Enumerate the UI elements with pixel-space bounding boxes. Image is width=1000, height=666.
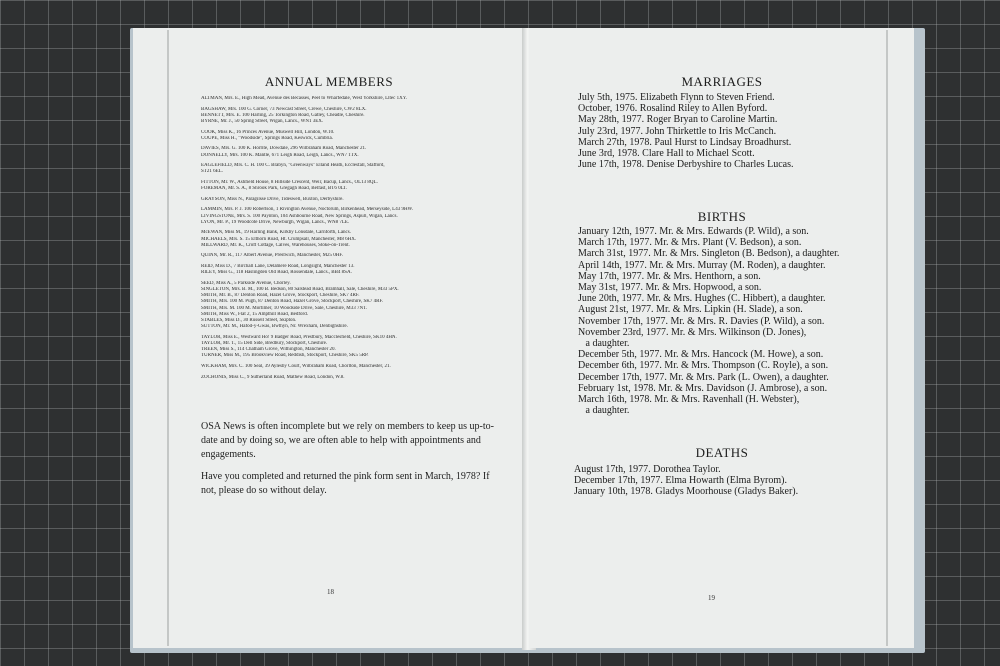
death-entry: January 10th, 1978. Gladys Moorhouse (Gladys Baker). [574,486,799,498]
member-group [201,364,501,370]
member-group [201,146,501,158]
annual-members-heading: ANNUAL MEMBERS [264,74,394,89]
member-entry: TURNER, Miss M., 195 Brookview Road, Reddish, Stockport, Cheshire, SK5 5RP. [201,353,369,359]
birth-entry: February 1st, 1978. Mr. & Mrs. Davidson (J. Ambrose), a son. [578,382,828,394]
member-entry: MICHAELS, Mrs. S. 15 Elthorn Road, Ht. Crumpsall, Manchester, M8 6HX. [201,236,357,242]
member-entry: SUTTON, Mr. M., Hafod-y-Gwas, Bwthyn, Nr. Wrexham, Denbighshire. [201,324,348,330]
birth-entry: March 17th, 1977. Mr. & Mrs. Plant (V. Bedson), a son. [578,237,802,249]
member-entry: LAMMIN, Mrs. P. J. 100 Robertson, 1 Rivington Avenue, Noctorum, Birkenhead, Merseyside, L43 9HW. [201,207,414,213]
right-page-edge [886,30,888,646]
osa-news-note: OSA News is often incomplete but we rely on members to keep us up-to-date and by doing so, we are often able to help with appointments and engagements. [201,421,494,460]
member-entry: ALTMAN, Mrs. E., High Mead, Avenue des Bécasses, Peel to Wharfedale, West Yorkshire, Lltec 1XY. [201,96,407,101]
member-entry: SMITH, Miss W., Flat 2, 15 Ampthill Road, Bedford. [201,311,308,317]
member-group [201,130,501,142]
member-group [201,375,501,381]
birth-entry: March 31st, 1977. Mr. & Mrs. Singleton (B. Bedson), a daughter. [578,248,840,260]
member-group [201,180,501,192]
left-page [133,28,525,648]
page-number-19: 19 [708,594,715,602]
member-entry: COOK, Miss K., 16 Princes Avenue, Muswell Hill, London, W.10. [201,129,335,135]
member-entry: ST21 6EL. [201,169,223,175]
member-entry: DAVIES, Mrs. G. 100 K. Horrite, Dowdale, 296 Wilbraham Road, Manchester 21. [201,146,367,152]
member-entry: GRAYSON, Miss N., Paragilsse Drive, Tideswell, Buxton, Derbyshire. [201,196,344,202]
marriage-entry: May 28th, 1977. Roger Bryan to Caroline Martin. [578,114,778,126]
member-group [201,281,501,331]
member-group [201,197,501,203]
marriages-heading: MARRIAGES [681,74,763,89]
death-entry: August 17th, 1977. Dorothea Taylor. [574,464,721,475]
member-entry: SMITH, Mrs. M. 100 M. Mortimer, 10 Woodside Drive, Sale, Cheshire, M33 7NT. [201,305,368,311]
birth-entry: January 12th, 1977. Mr. & Mrs. Edwards (P. Wild), a son. [578,226,809,237]
marriage-entry: July 23rd, 1977. John Thirkettle to Iris McCanch. [578,125,777,137]
member-group [201,264,501,276]
birth-entry: March 16th, 1978. Mr. & Mrs. Ravenhall (H. Webster), [578,394,800,406]
deaths-list [574,464,798,498]
member-entry: EAGLEFIELD, Mrs. C. H. 100 C. Brabyn, "Greenways" Elland Heath, Ecclesfall, Stafford, [201,163,385,169]
member-entry: REID, Miss D., 7 Birchall Lane, Delamere Road, Longsight, Manchester 13. [201,263,355,269]
birth-entry: November 17th, 1977. Mr. & Mrs. R. Davies (P. Wild), a son. [578,315,825,327]
marriage-entry: October, 1976. Rosalind Riley to Allen Byford. [578,103,768,115]
deaths-heading: DEATHS [695,445,749,460]
birth-entry: April 14th, 1977. Mr. & Mrs. Murray (M. Roden), a daughter. [578,259,826,271]
member-group [201,253,501,259]
left-page-fold [167,30,169,646]
birth-entry: November 23rd, 1977. Mr. & Mrs. Wilkinson (D. Jones), [578,326,807,338]
birth-entry: December 5th, 1977. Mr. & Mrs. Hancock (M. Howe), a son. [578,349,824,361]
pink-form-note: Have you completed and returned the pink form sent in March, 1978? If not, please do so without delay. [201,471,490,496]
member-group [201,207,501,226]
member-entry: BENNETT, Mrs. E. 100 Harling, 25 Torkington Road, Gatley, Cheadle, Cheshire. [201,112,365,118]
member-entry: BAGSHAW, Mrs. 100 G. Corner, 73 Newcast Street, Crewe, Cheshire, CW2 8LX. [201,106,367,112]
birth-entry: a daughter. [578,338,630,350]
member-entry: LYON, Mr. P., 19 Woodcote Drive, Newburgh, Wigan, Lancs., WN8 7LE. [201,219,350,225]
births-heading: BIRTHS [697,209,747,224]
member-group [201,107,501,126]
birth-entry: a daughter. [578,405,630,417]
marriage-entry: March 27th, 1978. Paul Hurst to Lindsay Broadhurst. [578,136,792,148]
page-number-18: 18 [327,588,334,596]
member-entry: McEWAN, Miss M., 19 Harling Bank, Kirkby Lonsdale, Carnforth, Lancs. [201,230,351,236]
member-entry: SINGLETON, Mrs. B. M., 100 B. Bedson, 80 Salstead Road, Bramhall, Sale, Cheshire, M33 5PX. [201,286,399,292]
member-group [201,163,501,175]
member-entry: SEED, Miss A., 5 Parkside Avenue, Chorley. [201,280,291,286]
member-entry: MILLWARD, Mr. K., Croft Cottage, Calves, Warehouses, Stoke-on-Trent. [201,242,350,248]
birth-entry: December 17th, 1977. Mr. & Mrs. Park (L. Owen), a daughter. [578,371,829,383]
member-entry: COUPE, Miss H., "Woodside", Springs Road, Keswick, Cumbria. [201,135,334,141]
birth-entry: December 6th, 1977. Mr. & Mrs. Thompson (C. Royle), a son. [578,360,829,372]
marriages-list [578,92,794,170]
member-entry: FOREMAN, Mr. S. A., 8 Shrook Park, Gregagh Road, Belfast, BT6 0LT. [201,186,348,192]
member-entry: FITTON, Mr. W., Ashfield House, 8 Hillside Crescent, Weir, Bacup, Lancs., OL13 8QL. [201,179,378,185]
marriage-entry: June 17th, 1978. Denise Derbyshire to Charles Lucas. [578,159,794,171]
member-entry: QUINN, Mr. R., 117 Albert Avenue, Prestwich, Manchester, M25 0HF. [201,253,344,259]
birth-entry: May 17th, 1977. Mr. & Mrs. Henthorn, a son. [578,270,761,282]
birth-entry: June 20th, 1977. Mr. & Mrs. Hughes (C. Hibbert), a daughter. [578,293,826,305]
member-entry: SMITH, Mrs. 100 M. Pugh, 87 Denton Road, Hazel Grove, Stockport, Cheshire, SK7 4RF. [201,299,384,305]
right-page [530,28,914,648]
member-entry: TREEN, Miss S., 114 Chatham Grove, Withington, Manchester 20. [201,347,336,353]
member-entry: ZOCHONIS, Miss C., 9 Sutherland Road, Mathew Road, London, W.8. [201,374,345,380]
member-entry: TAYLOR, Mr. T., 15 Dell Side, Bredbury, Stockport, Cheshire. [201,340,328,346]
member-group [201,96,501,102]
member-entry: LIVINGSTONE, Mrs. S. 100 Paynton, 104 Ashbourne Road, New Springs, Aspull, Wigan, Lancs. [201,213,398,219]
member-entry: TAYLOR, Miss E., Westward Ho! 9 Badger Road, Prestbury, Macclesfield, Cheshire, SK10 4HN. [201,334,397,340]
open-booklet [130,28,925,653]
member-entry: STABLES, Miss D., 30 Russell Street, Skipton. [201,317,297,323]
member-group [201,230,501,249]
death-entry: December 17th, 1977. Elma Howarth (Elma Byrom). [574,475,787,487]
marriage-entry: June 3rd, 1978. Clare Hall to Michael Scott. [578,148,755,160]
member-entry: WICKHAM, Mrs. C. 100 Seal, 39 Aylesby Court, Wilbraham Road, Chorlton, Manchester, 21. [201,363,391,369]
member-entry: SMITH, Mr. B., 87 Denton Road, Hazel Grove, Stockport, Cheshire, SK7 4RF. [201,293,360,299]
birth-entry: August 21st, 1977. Mr. & Mrs. Lipkin (H. Slade), a son. [578,304,803,316]
member-entry: DONNELLY, Mrs. 100 K. Mantle, 671 Leigh Road, Leigh, Lancs., WN7 1TX. [201,152,359,158]
member-group [201,335,501,360]
births-list [578,226,839,416]
member-entry: BYRNE, Mr. J., 50 Spring Street, Wigan, Lancs., WN1 3EX. [201,119,324,124]
member-entry: RILEY, Miss G., 118 Haslingden Old Road, Rossendale, Lancs., BB4 8SA. [201,270,352,276]
marriage-entry: July 5th, 1975. Elizabeth Flynn to Steven Friend. [578,92,775,103]
birth-entry: May 31st, 1977. Mr. & Mrs. Hopwood, a son. [578,282,762,294]
members-list [201,96,501,385]
